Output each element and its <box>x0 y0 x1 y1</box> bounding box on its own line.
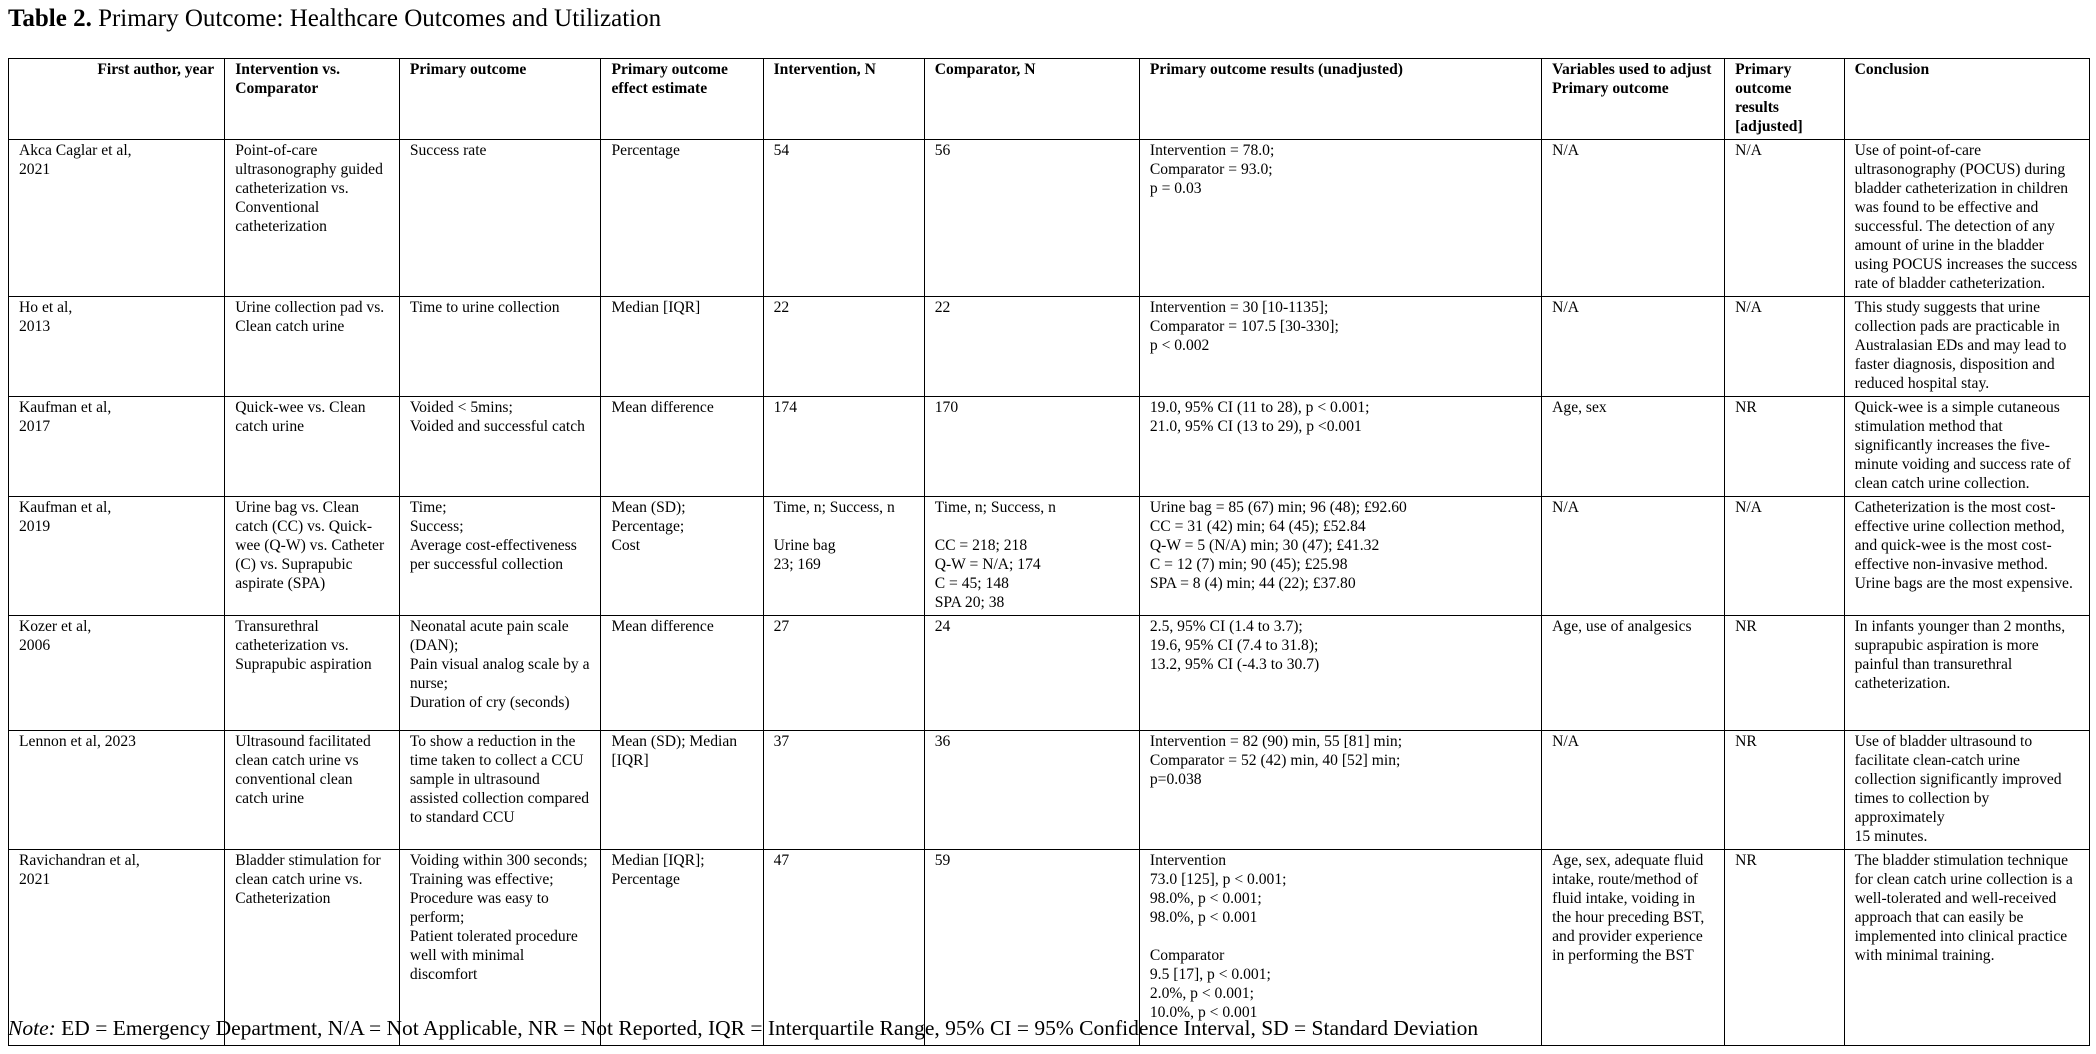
table-cell: N/A <box>1542 297 1725 397</box>
table-cell: 47 <box>763 850 924 1046</box>
table-cell: Age, sex <box>1542 397 1725 497</box>
header-cell: Intervention, N <box>763 59 924 140</box>
table-cell: Quick-wee vs. Clean catch urine <box>225 397 400 497</box>
header-row <box>9 59 2090 140</box>
table-cell: Catheterization is the most cost-effective urine collection method, and quick-wee is the most cost-effective non-invasive method. Urine bags are the most expensive. <box>1844 497 2089 616</box>
table-cell: 59 <box>924 850 1139 1046</box>
table-cell: To show a reduction in the time taken to collect a CCU sample in ultrasound assisted collection compared to standard CCU <box>399 731 601 850</box>
header-cell: First author, year <box>9 59 225 140</box>
table-title-text: Primary Outcome: Healthcare Outcomes and Utilization <box>91 5 662 32</box>
header-cell: Comparator, N <box>924 59 1139 140</box>
table-cell: Age, sex, adequate fluid intake, route/method of fluid intake, voiding in the hour preceding BST, and provider experience in performing the BST <box>1542 850 1725 1046</box>
header-cell: Conclusion <box>1844 59 2089 140</box>
table-cell: Time; Success; Average cost-effectiveness per successful collection <box>399 497 601 616</box>
table-cell: Median [IQR]; Percentage <box>601 850 763 1046</box>
table-cell: 36 <box>924 731 1139 850</box>
table-cell: 22 <box>763 297 924 397</box>
header-cell: Primary outcome effect estimate <box>601 59 763 140</box>
table-cell: Percentage <box>601 140 763 297</box>
table-row <box>9 616 2090 731</box>
table-cell: Ho et al, 2013 <box>9 297 225 397</box>
table-cell: The bladder stimulation technique for clean catch urine collection is a well-tolerated and well-received approach that can easily be implemented into clinical practice with minimal training. <box>1844 850 2089 1046</box>
table-cell: Use of point-of-care ultrasonography (POCUS) during bladder catheterization in children was found to be effective and successful. The detection of any amount of urine in the bladder using POCUS increases the success rate of bladder catheterization. <box>1844 140 2089 297</box>
header-cell: Primary outcome <box>399 59 601 140</box>
table-cell: N/A <box>1725 140 1845 297</box>
header-cell: Primary outcome results (unadjusted) <box>1139 59 1541 140</box>
table-cell: Kozer et al, 2006 <box>9 616 225 731</box>
table-cell: Akca Caglar et al, 2021 <box>9 140 225 297</box>
note-label: Note: <box>8 1016 56 1040</box>
table-cell: Mean difference <box>601 616 763 731</box>
table-cell: 24 <box>924 616 1139 731</box>
table-cell: Point-of-care ultrasonography guided catheterization vs. Conventional catheterization <box>225 140 400 297</box>
note-text: ED = Emergency Department, N/A = Not Applicable, NR = Not Reported, IQR = Interquartile Range, 95% CI = 95% Confidence Interval, SD = Standard Deviation <box>55 1016 1479 1040</box>
table-cell: 2.5, 95% CI (1.4 to 3.7); 19.6, 95% CI (7.4 to 31.8); 13.2, 95% CI (-4.3 to 30.7) <box>1139 616 1541 731</box>
table-cell: This study suggests that urine collection pads are practicable in Australasian EDs and may lead to faster diagnosis, disposition and reduced hospital stay. <box>1844 297 2089 397</box>
table-cell: Success rate <box>399 140 601 297</box>
table-cell: Time, n; Success, n CC = 218; 218 Q-W = N/A; 174 C = 45; 148 SPA 20; 38 <box>924 497 1139 616</box>
table-body <box>9 140 2090 1046</box>
table-cell: Voiding within 300 seconds; Training was effective; Procedure was easy to perform; Patient tolerated procedure well with minimal discomfort <box>399 850 601 1046</box>
table-title <box>8 5 661 33</box>
table-cell: 22 <box>924 297 1139 397</box>
table-cell: Intervention = 30 [10-1135]; Comparator = 107.5 [30-330]; p < 0.002 <box>1139 297 1541 397</box>
table-cell: Urine collection pad vs. Clean catch urine <box>225 297 400 397</box>
table-cell: In infants younger than 2 months, suprapubic aspiration is more painful than transurethral catheterization. <box>1844 616 2089 731</box>
table-cell: Intervention = 82 (90) min, 55 [81] min; Comparator = 52 (42) min, 40 [52] min; p=0.038 <box>1139 731 1541 850</box>
table-cell: Time to urine collection <box>399 297 601 397</box>
table-cell: Ravichandran et al, 2021 <box>9 850 225 1046</box>
table-title-label: Table 2. <box>8 5 92 32</box>
table-cell: 37 <box>763 731 924 850</box>
header-cell: Intervention vs. Comparator <box>225 59 400 140</box>
table-cell: Urine bag = 85 (67) min; 96 (48); £92.60 CC = 31 (42) min; 64 (45); £52.84 Q-W = 5 (N/A) min; 30 (47); £41.32 C = 12 (7) min; 90 (45); £25.98 SPA = 8 (4) min; 44 (22); £37.80 <box>1139 497 1541 616</box>
table-cell: Intervention 73.0 [125], p < 0.001; 98.0%, p < 0.001; 98.0%, p < 0.001 Comparator 9.5 [17], p < 0.001; 2.0%, p < 0.001; 10.0%, p < 0.001 <box>1139 850 1541 1046</box>
table-cell: 56 <box>924 140 1139 297</box>
table-cell: N/A <box>1542 731 1725 850</box>
table-cell: Mean (SD); Median [IQR] <box>601 731 763 850</box>
table-cell: Median [IQR] <box>601 297 763 397</box>
table-row <box>9 397 2090 497</box>
table-cell: Urine bag vs. Clean catch (CC) vs. Quick-wee (Q-W) vs. Catheter (C) vs. Suprapubic aspirate (SPA) <box>225 497 400 616</box>
table-cell: Mean difference <box>601 397 763 497</box>
table-cell: 174 <box>763 397 924 497</box>
outcomes-table <box>8 58 2090 1046</box>
table-row <box>9 731 2090 850</box>
table-note <box>8 1016 1478 1041</box>
table-cell: NR <box>1725 850 1845 1046</box>
table-cell: Use of bladder ultrasound to facilitate clean-catch urine collection significantly improved times to collection by approximately 15 minutes. <box>1844 731 2089 850</box>
table-cell: Kaufman et al, 2017 <box>9 397 225 497</box>
table-cell: Mean (SD); Percentage; Cost <box>601 497 763 616</box>
table-cell: N/A <box>1725 497 1845 616</box>
header-cell: Variables used to adjust Primary outcome <box>1542 59 1725 140</box>
table-cell: Bladder stimulation for clean catch urine vs. Catheterization <box>225 850 400 1046</box>
table-row <box>9 497 2090 616</box>
header-cell: Primary outcome results [adjusted] <box>1725 59 1845 140</box>
table-row <box>9 297 2090 397</box>
table-cell: 27 <box>763 616 924 731</box>
table-cell: Ultrasound facilitated clean catch urine vs conventional clean catch urine <box>225 731 400 850</box>
table-cell: Lennon et al, 2023 <box>9 731 225 850</box>
table-cell: N/A <box>1725 297 1845 397</box>
table-cell: N/A <box>1542 140 1725 297</box>
table-cell: Age, use of analgesics <box>1542 616 1725 731</box>
table-cell: 54 <box>763 140 924 297</box>
table-cell: N/A <box>1542 497 1725 616</box>
table-cell: Voided < 5mins; Voided and successful catch <box>399 397 601 497</box>
table-cell: NR <box>1725 616 1845 731</box>
table-cell: Kaufman et al, 2019 <box>9 497 225 616</box>
table-cell: Neonatal acute pain scale (DAN); Pain visual analog scale by a nurse; Duration of cry (seconds) <box>399 616 601 731</box>
table-cell: NR <box>1725 397 1845 497</box>
table-cell: Time, n; Success, n Urine bag 23; 169 <box>763 497 924 616</box>
table-row <box>9 140 2090 297</box>
table-cell: NR <box>1725 731 1845 850</box>
table-cell: Transurethral catheterization vs. Suprapubic aspiration <box>225 616 400 731</box>
table-cell: Quick-wee is a simple cutaneous stimulation method that significantly increases the five-minute voiding and success rate of clean catch urine collection. <box>1844 397 2089 497</box>
table-cell: Intervention = 78.0; Comparator = 93.0; p = 0.03 <box>1139 140 1541 297</box>
table-cell: 19.0, 95% CI (11 to 28), p < 0.001; 21.0, 95% CI (13 to 29), p <0.001 <box>1139 397 1541 497</box>
table-cell: 170 <box>924 397 1139 497</box>
